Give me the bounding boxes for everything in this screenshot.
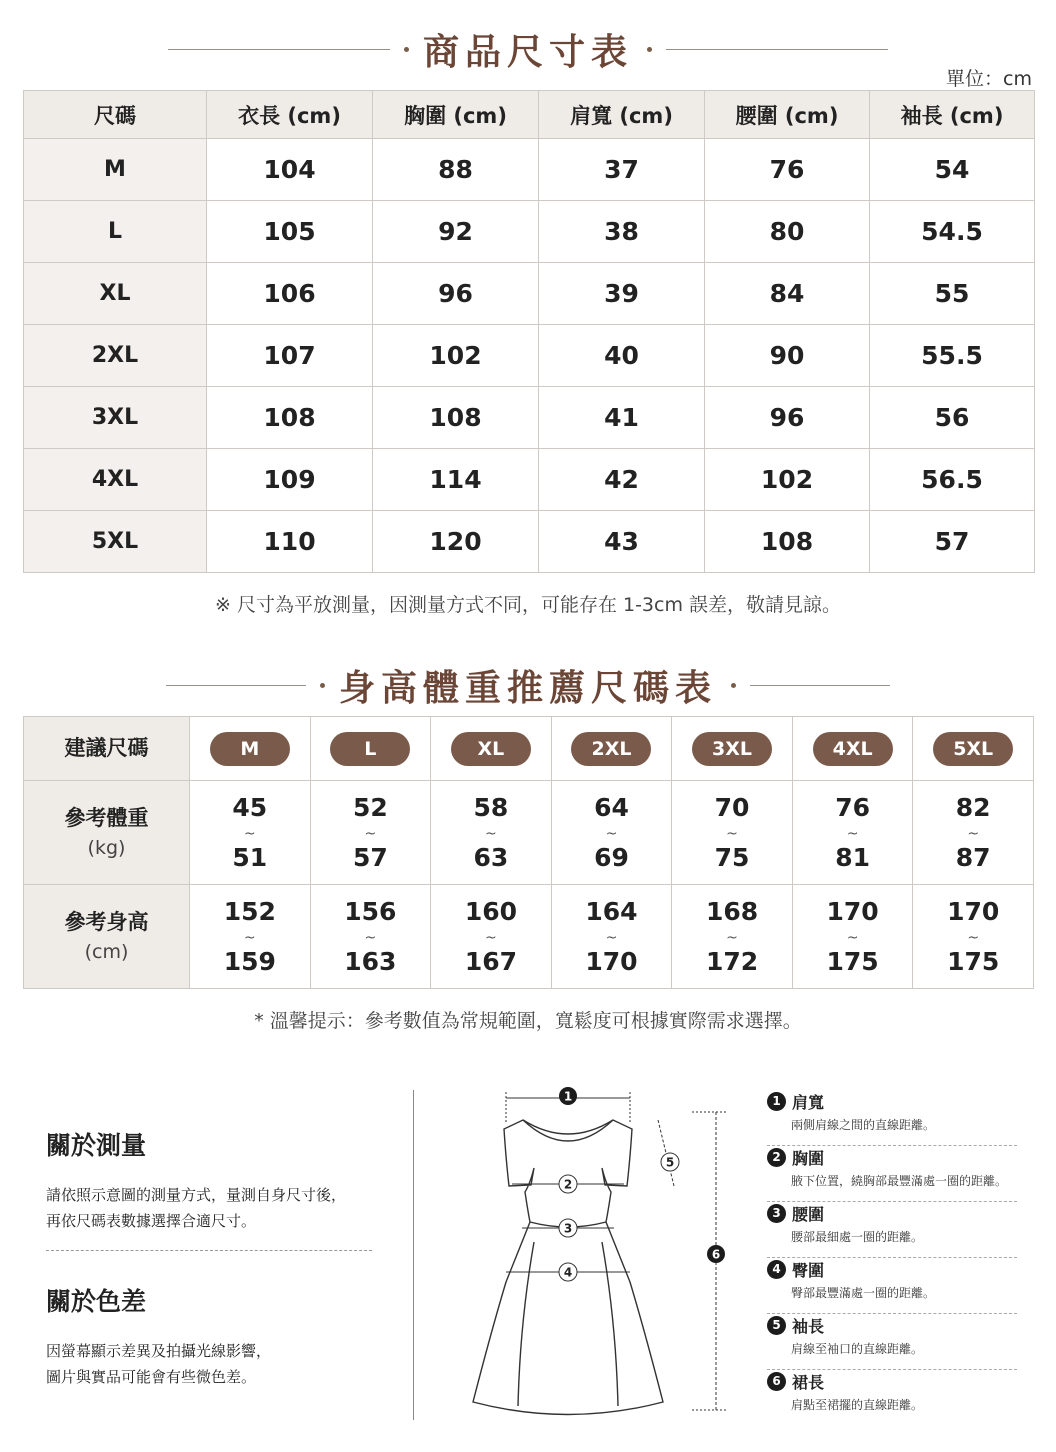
legend-number: 4 bbox=[767, 1260, 786, 1279]
about-measure-text-2: 再依尺碼表數據選擇合適尺寸。 bbox=[46, 1212, 257, 1230]
cell-length: 108 bbox=[207, 387, 373, 449]
legend-description: 腰部最細處一圈的距離。 bbox=[791, 1230, 924, 1244]
cell-waist: 76 bbox=[705, 139, 870, 201]
cell-chest: 108 bbox=[373, 387, 539, 449]
cell-shoulder: 39 bbox=[539, 263, 705, 325]
marker-1-text: 1 bbox=[563, 1089, 573, 1104]
cell-size: M bbox=[24, 139, 207, 201]
legend-number: 5 bbox=[767, 1316, 786, 1335]
title2-dot-right bbox=[731, 683, 736, 688]
title-line-right bbox=[666, 49, 888, 50]
weight-range-min: 82 bbox=[955, 792, 991, 822]
marker-4-text: 4 bbox=[563, 1265, 573, 1280]
cell-waist: 80 bbox=[705, 201, 870, 263]
range-tilde: ~ bbox=[726, 929, 738, 946]
weight-range-cell bbox=[551, 781, 672, 885]
size-pill: 5XL bbox=[933, 732, 1013, 766]
cell-size: XL bbox=[24, 263, 207, 325]
range-tilde: ~ bbox=[967, 825, 980, 842]
cell-chest: 96 bbox=[373, 263, 539, 325]
cell-chest: 102 bbox=[373, 325, 539, 387]
range-tilde: ~ bbox=[846, 825, 859, 842]
legend-description: 肩點至裙擺的直線距離。 bbox=[791, 1398, 924, 1412]
height-unit: (cm) bbox=[84, 941, 129, 963]
title2-line-left bbox=[166, 685, 306, 686]
cell-shoulder: 41 bbox=[539, 387, 705, 449]
dress-measurement-diagram bbox=[460, 1082, 760, 1422]
recommend-size-cell bbox=[310, 717, 431, 781]
legend-title-row bbox=[767, 1090, 1017, 1112]
weight-range-min: 64 bbox=[594, 792, 629, 822]
weight-range-min: 52 bbox=[352, 792, 388, 822]
weight-range-max: 87 bbox=[955, 842, 991, 872]
legend-description: 臀部最豐滿處一圈的距離。 bbox=[791, 1286, 936, 1300]
about-color-text-2: 圖片與實品可能會有些微色差。 bbox=[46, 1368, 257, 1386]
about-color-title: 關於色差 bbox=[46, 1287, 147, 1316]
height-range-max: 175 bbox=[826, 946, 879, 976]
weight-range-cell bbox=[913, 781, 1034, 885]
size-row-l bbox=[24, 201, 1035, 263]
marker-4 bbox=[559, 1263, 577, 1281]
header-length: 衣長 (cm) bbox=[207, 91, 373, 139]
cell-chest: 114 bbox=[373, 449, 539, 511]
header-size: 尺碼 bbox=[24, 91, 207, 139]
height-range-min: 152 bbox=[223, 896, 276, 926]
recommend-chart-table bbox=[23, 716, 1034, 989]
weight-range-min: 58 bbox=[473, 792, 509, 822]
header-sleeve: 袖長 (cm) bbox=[870, 91, 1035, 139]
range-tilde: ~ bbox=[243, 929, 256, 946]
cell-size: 4XL bbox=[24, 449, 207, 511]
range-tilde: ~ bbox=[605, 929, 618, 946]
weight-range-min: 70 bbox=[714, 792, 750, 822]
size-row-5xl bbox=[24, 511, 1035, 573]
legend-title-row bbox=[767, 1314, 1017, 1336]
weight-range-max: 69 bbox=[594, 842, 629, 872]
recommend-size-label: 建議尺碼 bbox=[24, 717, 190, 781]
about-color bbox=[46, 1282, 376, 1390]
marker-2 bbox=[559, 1175, 577, 1193]
recommend-height-row bbox=[24, 885, 1034, 989]
height-range-cell bbox=[913, 885, 1034, 989]
size-row-4xl bbox=[24, 449, 1035, 511]
size-chart-note: ※ 尺寸為平放測量，因測量方式不同，可能存在 1-3cm 誤差，敬請見諒。 bbox=[214, 594, 842, 616]
cell-length: 105 bbox=[207, 201, 373, 263]
cell-chest: 92 bbox=[373, 201, 539, 263]
recommend-size-cell bbox=[792, 717, 913, 781]
legend-item bbox=[767, 1258, 1017, 1314]
weight-range-cell bbox=[672, 781, 793, 885]
weight-range-cell bbox=[310, 781, 431, 885]
cell-size: 3XL bbox=[24, 387, 207, 449]
legend-description: 腋下位置，繞胸部最豐滿處一圈的距離。 bbox=[791, 1174, 1008, 1188]
cell-length: 104 bbox=[207, 139, 373, 201]
title-line-left bbox=[168, 49, 390, 50]
legend-description: 肩線至袖口的直線距離。 bbox=[791, 1342, 924, 1356]
recommend-size-cell bbox=[190, 717, 311, 781]
height-label: 參考身高 bbox=[64, 909, 149, 934]
height-range-min: 168 bbox=[705, 896, 759, 926]
about-measure bbox=[46, 1126, 376, 1234]
size-chart-header-row bbox=[24, 91, 1035, 139]
range-tilde: ~ bbox=[846, 929, 859, 946]
recommend-size-row bbox=[24, 717, 1034, 781]
height-range-min: 170 bbox=[826, 896, 879, 926]
range-tilde: ~ bbox=[605, 825, 618, 842]
marker-1 bbox=[559, 1087, 577, 1105]
weight-range-max: 51 bbox=[232, 842, 268, 872]
height-range-cell bbox=[310, 885, 431, 989]
size-row-m bbox=[24, 139, 1035, 201]
range-tilde: ~ bbox=[485, 929, 497, 946]
cell-sleeve: 57 bbox=[870, 511, 1035, 573]
cell-shoulder: 42 bbox=[539, 449, 705, 511]
weight-unit: (kg) bbox=[87, 837, 126, 859]
size-chart-table bbox=[23, 90, 1035, 573]
recommend-size-cell bbox=[913, 717, 1034, 781]
about-measure-title: 關於測量 bbox=[46, 1131, 147, 1160]
range-tilde: ~ bbox=[364, 825, 377, 842]
title2-dot-left bbox=[320, 683, 325, 688]
cell-sleeve: 54 bbox=[870, 139, 1035, 201]
recommend-chart-title: 身高體重推薦尺碼表 bbox=[338, 667, 717, 709]
legend-title-row bbox=[767, 1146, 1017, 1168]
about-color-text-1: 因螢幕顯示差異及拍攝光線影響， bbox=[46, 1342, 272, 1360]
legend-item bbox=[767, 1314, 1017, 1370]
size-pill: 3XL bbox=[692, 732, 772, 766]
weight-label: 參考體重 bbox=[64, 805, 149, 830]
legend-item bbox=[767, 1146, 1017, 1202]
height-range-max: 172 bbox=[705, 946, 759, 976]
legend-number: 1 bbox=[767, 1092, 786, 1111]
cell-chest: 120 bbox=[373, 511, 539, 573]
marker-2-text: 2 bbox=[563, 1177, 573, 1192]
recommend-size-cell bbox=[431, 717, 552, 781]
header-shoulder: 肩寬 (cm) bbox=[539, 91, 705, 139]
cell-length: 106 bbox=[207, 263, 373, 325]
size-row-3xl bbox=[24, 387, 1035, 449]
cell-sleeve: 55 bbox=[870, 263, 1035, 325]
cell-length: 109 bbox=[207, 449, 373, 511]
cell-shoulder: 40 bbox=[539, 325, 705, 387]
size-chart-title: 商品尺寸表 bbox=[422, 31, 633, 73]
title2-line-right bbox=[750, 685, 890, 686]
legend-description: 兩側肩線之間的直線距離。 bbox=[791, 1118, 936, 1132]
weight-range-max: 57 bbox=[352, 842, 388, 872]
cell-sleeve: 55.5 bbox=[870, 325, 1035, 387]
weight-range-max: 63 bbox=[473, 842, 509, 872]
height-range-cell bbox=[431, 885, 552, 989]
recommend-chart-title-row bbox=[0, 660, 1056, 711]
legend-title: 腰圍 bbox=[792, 1204, 825, 1224]
recommend-size-cell bbox=[672, 717, 793, 781]
legend-item bbox=[767, 1090, 1017, 1146]
recommend-chart-note: * 溫馨提示：參考數值為常規範圍，寬鬆度可根據實際需求選擇。 bbox=[254, 1010, 802, 1032]
height-range-cell bbox=[792, 885, 913, 989]
height-range-max: 170 bbox=[585, 946, 638, 976]
about-divider bbox=[46, 1250, 372, 1251]
cell-waist: 84 bbox=[705, 263, 870, 325]
marker-6 bbox=[707, 1245, 725, 1263]
marker-3 bbox=[559, 1219, 577, 1237]
cell-shoulder: 38 bbox=[539, 201, 705, 263]
recommend-weight-row bbox=[24, 781, 1034, 885]
legend-item bbox=[767, 1370, 1017, 1426]
size-pill: M bbox=[210, 732, 290, 766]
cell-waist: 102 bbox=[705, 449, 870, 511]
weight-range-min: 45 bbox=[232, 792, 268, 822]
legend-number: 2 bbox=[767, 1148, 786, 1167]
weight-range-cell bbox=[431, 781, 552, 885]
legend-title-row bbox=[767, 1202, 1017, 1224]
legend-item bbox=[767, 1202, 1017, 1258]
height-range-min: 160 bbox=[464, 896, 517, 926]
cell-sleeve: 54.5 bbox=[870, 201, 1035, 263]
marker-3-text: 3 bbox=[563, 1221, 573, 1236]
measurement-legend bbox=[767, 1090, 1017, 1426]
weight-range-max: 75 bbox=[714, 842, 750, 872]
cell-size: L bbox=[24, 201, 207, 263]
height-label-cell bbox=[24, 885, 190, 989]
size-row-2xl bbox=[24, 325, 1035, 387]
height-range-cell bbox=[551, 885, 672, 989]
cell-length: 107 bbox=[207, 325, 373, 387]
marker-5 bbox=[661, 1153, 679, 1171]
vertical-divider bbox=[413, 1090, 414, 1420]
cell-length: 110 bbox=[207, 511, 373, 573]
cell-sleeve: 56 bbox=[870, 387, 1035, 449]
cell-shoulder: 37 bbox=[539, 139, 705, 201]
range-tilde: ~ bbox=[364, 929, 377, 946]
legend-title: 肩寬 bbox=[792, 1092, 825, 1112]
weight-range-cell bbox=[792, 781, 913, 885]
unit-label: 單位：cm bbox=[946, 68, 1032, 90]
range-tilde: ~ bbox=[967, 929, 980, 946]
height-range-min: 156 bbox=[344, 896, 397, 926]
size-pill: L bbox=[330, 732, 410, 766]
title-dot-right bbox=[647, 47, 652, 52]
weight-range-cell bbox=[190, 781, 311, 885]
size-chart-title-row bbox=[0, 24, 1056, 75]
height-range-min: 170 bbox=[947, 896, 1000, 926]
about-measure-text-1: 請依照示意圖的測量方式，量測自身尺寸後， bbox=[46, 1186, 347, 1204]
cell-shoulder: 43 bbox=[539, 511, 705, 573]
size-pill: XL bbox=[451, 732, 531, 766]
legend-title: 胸圍 bbox=[792, 1148, 825, 1168]
range-tilde: ~ bbox=[485, 825, 497, 842]
range-tilde: ~ bbox=[243, 825, 256, 842]
legend-title: 裙長 bbox=[792, 1372, 825, 1392]
legend-title: 臀圍 bbox=[792, 1260, 825, 1280]
height-range-max: 163 bbox=[344, 946, 397, 976]
header-chest: 胸圍 (cm) bbox=[373, 91, 539, 139]
size-row-xl bbox=[24, 263, 1035, 325]
cell-size: 2XL bbox=[24, 325, 207, 387]
legend-title: 袖長 bbox=[792, 1316, 825, 1336]
size-pill: 4XL bbox=[813, 732, 893, 766]
cell-waist: 96 bbox=[705, 387, 870, 449]
legend-title-row bbox=[767, 1370, 1017, 1392]
recommend-size-cell bbox=[551, 717, 672, 781]
marker-5-text: 5 bbox=[665, 1155, 675, 1170]
cell-waist: 90 bbox=[705, 325, 870, 387]
cell-chest: 88 bbox=[373, 139, 539, 201]
height-range-min: 164 bbox=[585, 896, 638, 926]
weight-range-max: 81 bbox=[835, 842, 870, 872]
cell-size: 5XL bbox=[24, 511, 207, 573]
cell-sleeve: 56.5 bbox=[870, 449, 1035, 511]
weight-label-cell bbox=[24, 781, 190, 885]
legend-title-row bbox=[767, 1258, 1017, 1280]
title-dot-left bbox=[404, 47, 409, 52]
height-range-max: 175 bbox=[947, 946, 1000, 976]
header-waist: 腰圍 (cm) bbox=[705, 91, 870, 139]
weight-range-min: 76 bbox=[835, 792, 870, 822]
height-range-max: 159 bbox=[223, 946, 276, 976]
size-pill: 2XL bbox=[571, 732, 651, 766]
cell-waist: 108 bbox=[705, 511, 870, 573]
marker-6-text: 6 bbox=[711, 1247, 721, 1262]
legend-number: 6 bbox=[767, 1372, 786, 1391]
height-range-cell bbox=[672, 885, 793, 989]
height-range-max: 167 bbox=[464, 946, 517, 976]
legend-number: 3 bbox=[767, 1204, 786, 1223]
height-range-cell bbox=[190, 885, 311, 989]
range-tilde: ~ bbox=[726, 825, 738, 842]
